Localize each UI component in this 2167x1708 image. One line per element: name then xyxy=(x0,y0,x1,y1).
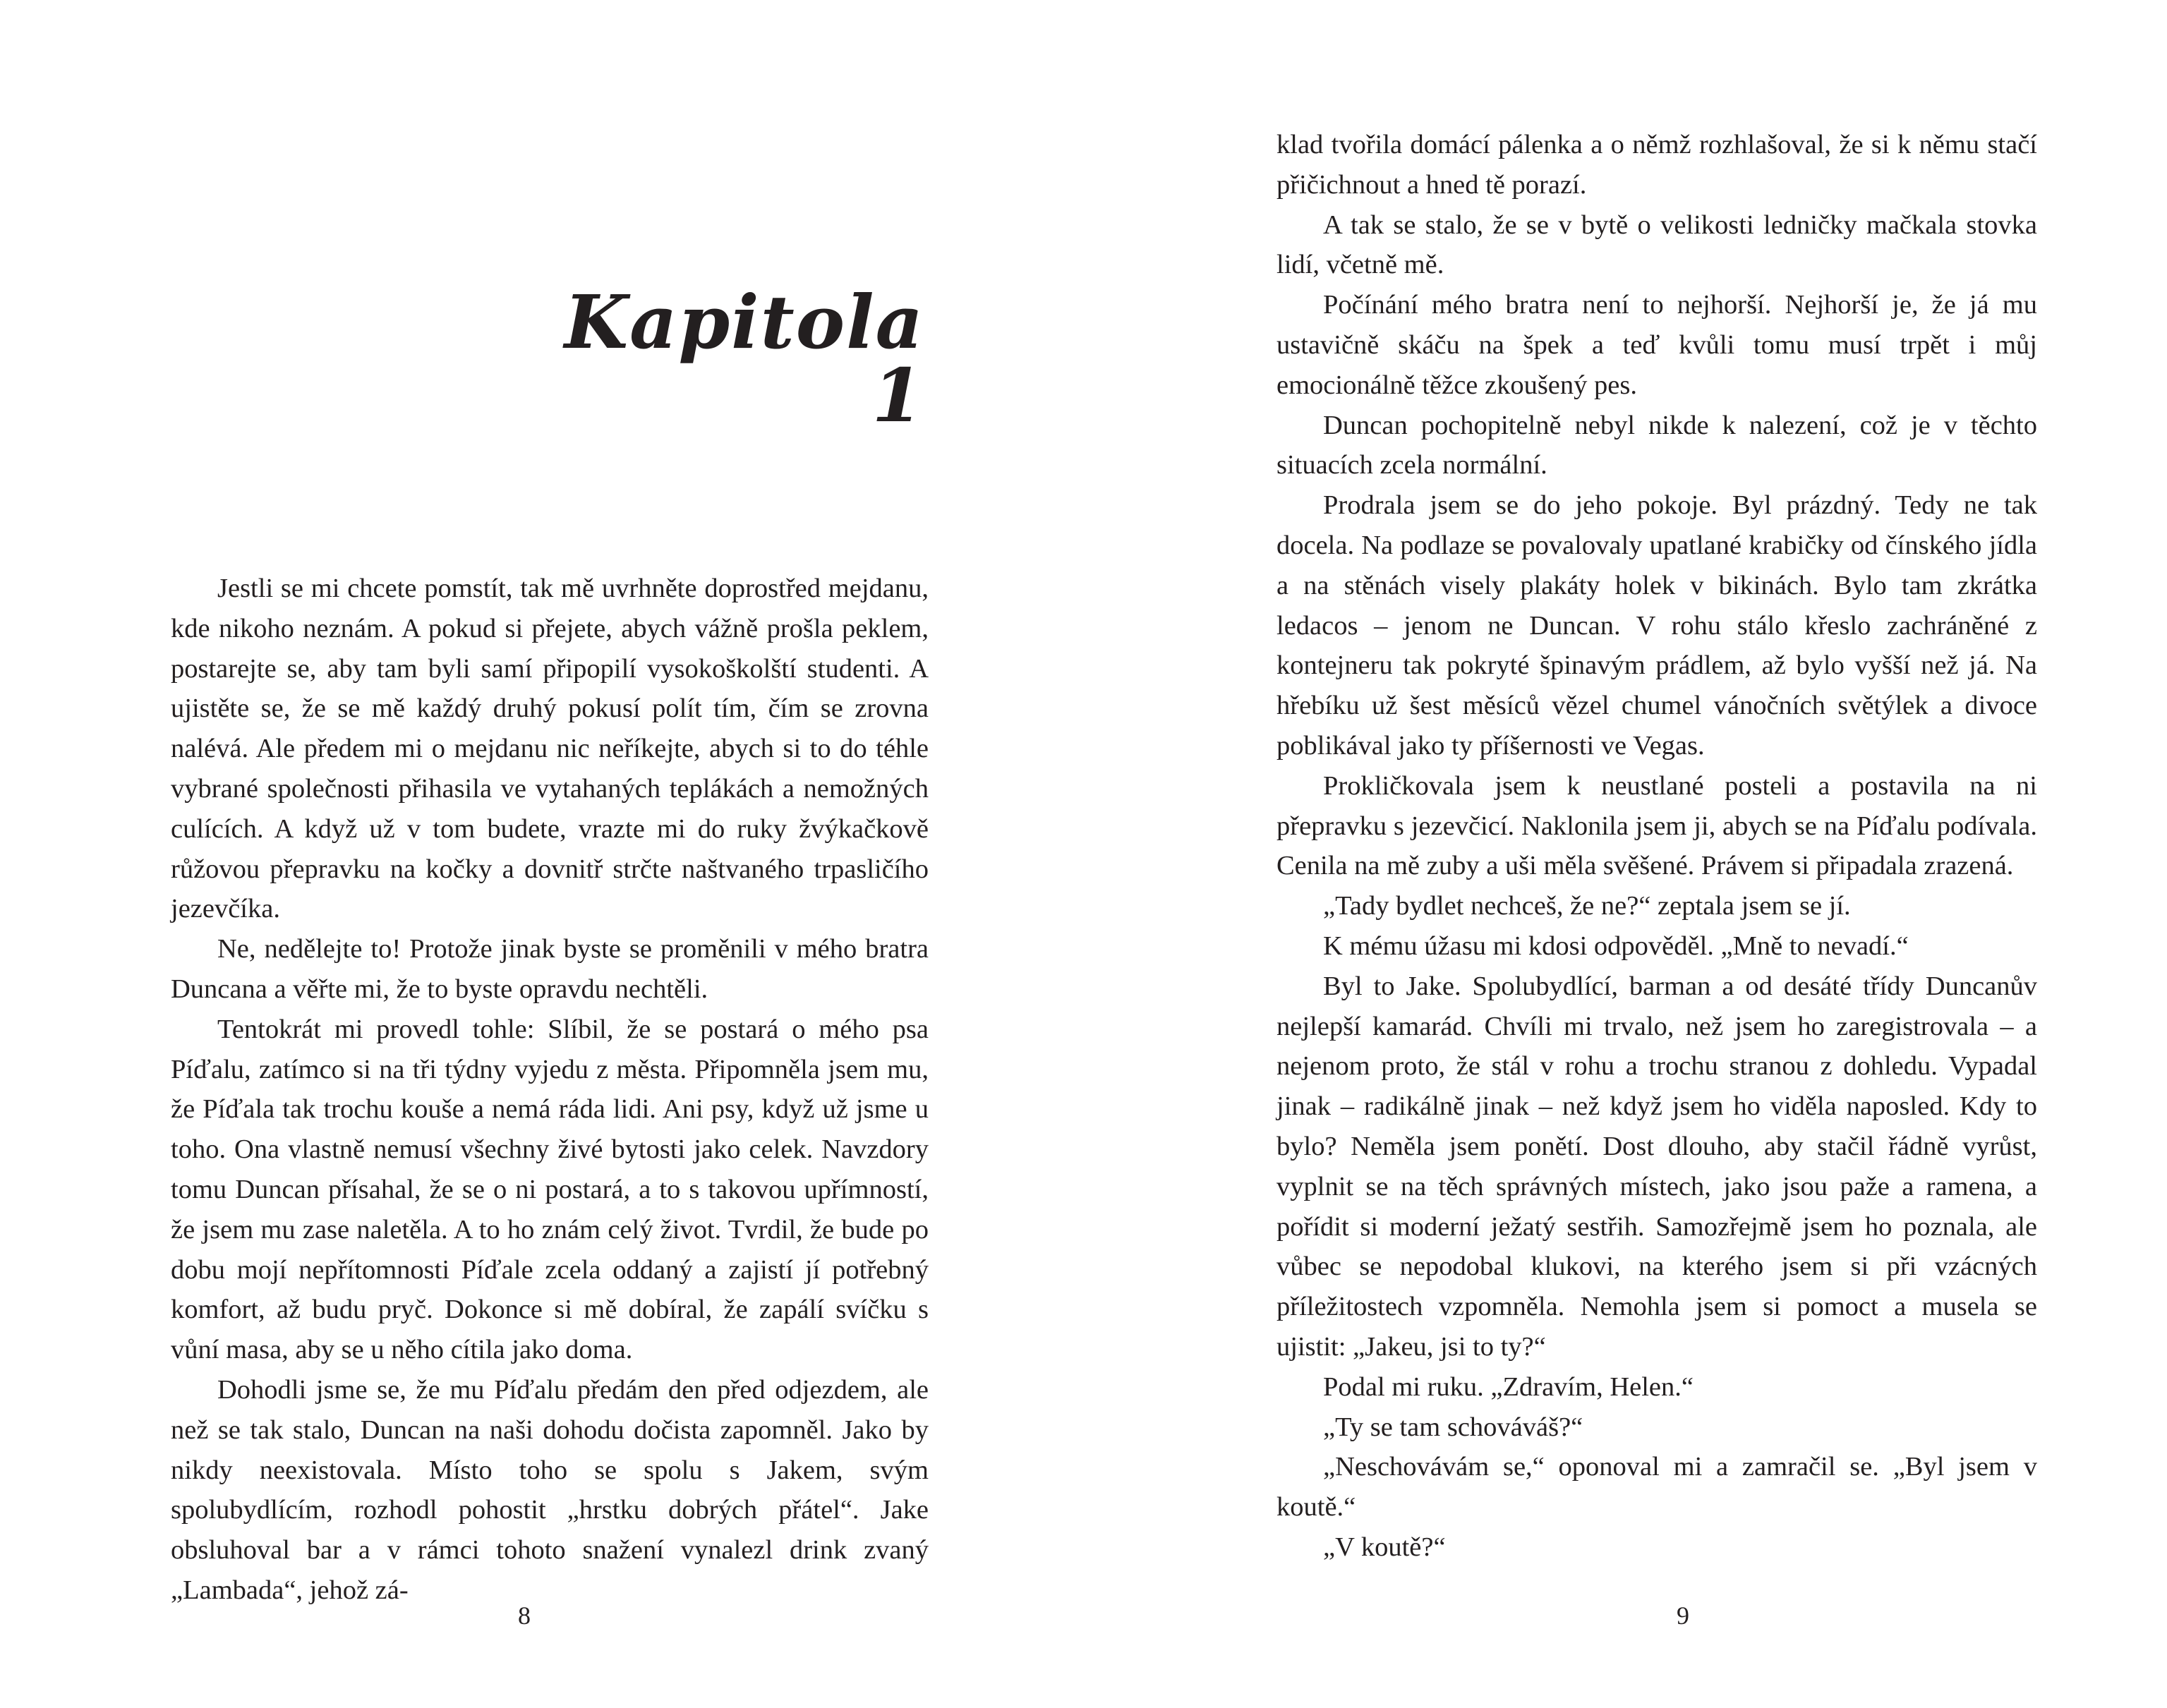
paragraph: Prokličkovala jsem k neustlané posteli a postavila na ni přepravku s jezevčicí. Naklonila jsem ji, abych se na Píďalu podívala. Cenila na mě zuby a uši měla svěšené. Právem si připadala zrazená. xyxy=(1276,770,2037,881)
paragraph: „Neschovávám se,“ oponoval mi a zamračil se. „Byl jsem v koutě.“ xyxy=(1276,1452,2037,1522)
right-page xyxy=(1083,0,2167,1708)
paragraph: Byl to Jake. Spolubydlící, barman a od desáté třídy Duncanův nejlepší kamarád. Chvíli mi trvalo, než jsem ho zaregistrovala – a nejenom proto, že stál v rohu a trochu stranou z dohledu. Vypadal jinak – radikálně jinak – než když jsem ho viděla naposled. Kdy to bylo? Neměla jsem ponětí. Dost dlouho, aby stačil řádně vyrůst, vyplnit se na těch správných místech, jako jsou paže a ramena, a pořídit si moderní ježatý sestřih. Samozřejmě jsem ho poznala, ale vůbec se nepodobal klukovi, na kterého jsem si při vzácných příležitostech vzpomněla. Nemohla jsem si pomoct a musela se ujistit: „Jakeu, jsi to ty?“ xyxy=(1276,971,2037,1362)
paragraph: Podal mi ruku. „Zdravím, Helen.“ xyxy=(1323,1371,1694,1402)
paragraph: Prodrala jsem se do jeho pokoje. Byl prázdný. Tedy ne tak docela. Na podlaze se povalovaly upatlané krabičky od čínského jídla a na stěnách visely plakáty holek v bikinách. Bylo tam zkrátka ledacos – jenom ne Duncan. V rohu stálo křeslo zachráněné z kontejneru tak pokryté špinavým prádlem, až bylo vyšší než já. Na hřebíku už šest měsíců vězel chumel vánočních světýlek a divoce poblikával jako ty příšernosti ve Vegas. xyxy=(1276,490,2037,761)
page-number: 8 xyxy=(518,1601,531,1630)
chapter-title: Kapitola 1 xyxy=(564,279,924,439)
paragraph: A tak se stalo, že se v bytě o velikosti ledničky mačkala stovka lidí, včetně mě. xyxy=(1276,210,2037,280)
paragraph: „Tady bydlet nechceš, že ne?“ zeptala jsem se jí. xyxy=(1323,891,1851,921)
paragraph: Ne, nedělejte to! Protože jinak byste se proměnili v mého bratra Duncana a věřte mi, že to byste opravdu nechtěli. xyxy=(171,934,929,1004)
paragraph: Tentokrát mi provedl tohle: Slíbil, že se postará o mého psa Píďalu, zatímco si na tři týdny vyjedu z města. Připomněla jsem mu, že Píďala tak trochu kouše a nemá ráda lidi. Ani psy, když už jsme u toho. Ona vlastně nemusí všechny živé bytosti jako celek. Navzdory tomu Duncan přísahal, že se o ni postará, a to s takovou upřímností, že jsem mu zase naletěla. A to ho znám celý život. Tvrdil, že bude po dobu mojí nepřítomnosti Píďale zcela oddaný a zajistí jí potřebný komfort, až budu pryč. Dokonce si mě dobíral, že zapálí svíčku s vůní masa, aby se u něho cítila jako doma. xyxy=(171,1014,929,1365)
paragraph: „V koutě?“ xyxy=(1323,1532,1446,1562)
paragraph: Jestli se mi chcete pomstít, tak mě uvrhněte doprostřed mejdanu, kde nikoho neznám. A pokud si přejete, abych vážně prošla peklem, postarejte se, aby tam byli samí připopilí vysokoškolští studenti. A ujistěte se, že se mě každý druhý pokusí polít tím, čím se zrovna nalévá. Ale předem mi o mejdanu nic neříkejte, abych si to do téhle vybrané společnosti přihasila ve vytahaných teplákách a nemožných culících. A když už v tom budete, vrazte mi do ruky žvýkačkově růžovou přepravku na kočky a dovnitř strčte naštvaného trpasličího jezevčíka. xyxy=(171,574,929,924)
paragraph: Počínání mého bratra není to nejhorší. Nejhorší je, že já mu ustavičně skáču na špek a teď kvůli tomu musí trpět i můj emocionálně těžce zkoušený pes. xyxy=(1276,290,2037,400)
page-number: 9 xyxy=(1677,1601,1689,1630)
left-page xyxy=(0,0,1083,1708)
paragraph: „Ty se tam schováváš?“ xyxy=(1323,1412,1583,1442)
right-page-body xyxy=(1276,125,2037,1568)
paragraph: K mému úžasu mi kdosi odpověděl. „Mně to nevadí.“ xyxy=(1323,931,1909,961)
paragraph: Dohodli jsme se, že mu Píďalu předám den před odjezdem, ale než se tak stalo, Duncan na naši dohodu dočista zapomněl. Jako by nikdy neexistovala. Místo toho se spolu s Jakem, svým spolubydlícím, rozhodl pohostit „hrstku dobrých přátel“. Jake obsluhoval bar a v rámci tohoto snažení vynalezl drink zvaný „Lambada“, jehož zá- xyxy=(171,1374,929,1605)
paragraph: Duncan pochopitelně nebyl nikde k nalezení, což je v těchto situacích zcela normální. xyxy=(1276,410,2037,480)
paragraph: klad tvořila domácí pálenka a o němž rozhlašoval, že si k němu stačí přičichnout a hned tě porazí. xyxy=(1276,130,2037,200)
left-page-body xyxy=(171,569,929,1611)
